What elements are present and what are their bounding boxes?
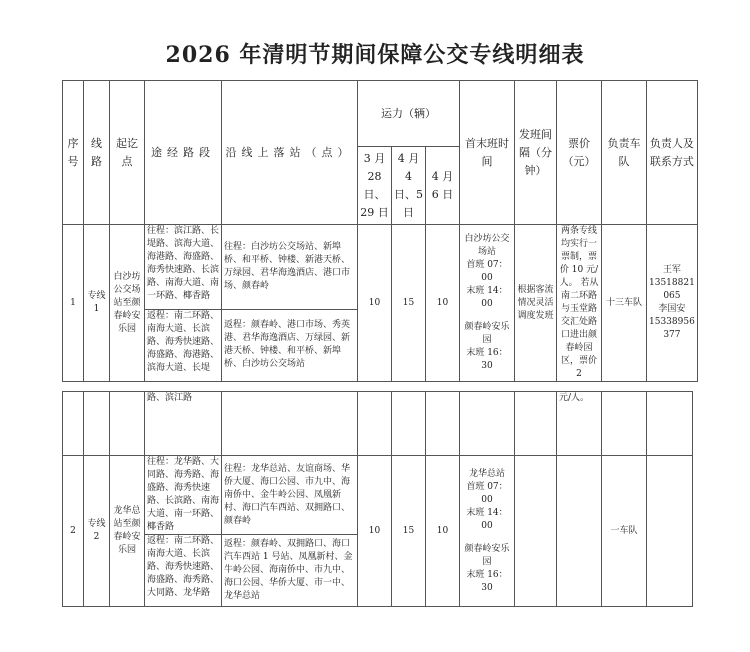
header-endpoints: 起讫点 xyxy=(110,81,145,225)
row2-route-outbound: 往程：龙华路、大同路、海秀路、海盛路、海秀快速路、长滨路、南海大道、南一环路、椰香路 xyxy=(145,456,222,535)
row1-stops-return: 返程：颜春岭、港口市场、秀英港、君华海逸酒店、万绿园、新港天桥、钟楼、和平桥、新埠桥、白沙坊公交场站 xyxy=(222,309,358,381)
header-date-1: 3 月 28 日、29 日 xyxy=(358,147,392,225)
row1-contact-phone-2b: 377 xyxy=(663,330,681,340)
row1-contact-phone-1a: 13518821 xyxy=(649,278,695,288)
row1-route-return: 返程：南二环路、南海大道、长滨路、海秀快速路、海盛路、海港路、滨海大道、长堤 xyxy=(145,309,222,381)
header-date-2: 4 月 4 日、5 日 xyxy=(392,147,426,225)
row1-terminal-b: 颜春岭安乐园 xyxy=(464,322,510,345)
row1-terminal-a: 白沙坊公交场站 xyxy=(464,234,510,257)
header-capacity: 运力（辆） xyxy=(358,81,460,147)
row2-capacity-3: 10 xyxy=(426,456,460,607)
header-date-3: 4 月 6 日 xyxy=(426,147,460,225)
row1-route-outbound: 往程：滨江路、长堤路、滨海大道、海港路、海盛路、海秀快速路、长滨路、南海大道、南一环路、椰香路 xyxy=(145,225,222,310)
row1-contact-name-1: 王军 xyxy=(662,265,681,275)
header-seq: 序号 xyxy=(63,81,84,225)
row1-contact xyxy=(647,225,698,382)
row1-contact-phone-2a: 15338956 xyxy=(649,317,695,327)
header-route: 途经路段 xyxy=(145,81,222,225)
row1-fare: 两条专线均实行一票制，票价 10 元/人。 若从南二环路与玉堂路交汇处路口进出颜春岭园区，票价 2 xyxy=(557,225,602,382)
row1-interval: 根据客流情况灵活调度发班 xyxy=(515,225,557,382)
page-title: 2026 年清明节期间保障公交专线明细表 xyxy=(165,42,585,68)
header-contact: 负责人及联系方式 xyxy=(647,81,698,225)
table-row xyxy=(63,456,693,535)
row2-first-bus: 首班 07：00 xyxy=(466,481,508,505)
row2-stops-return: 返程：颜春岭、双拥路口、海口汽车西站 1 号站、凤凰新村、金牛岭公园、海南侨中、市九中、海口公园、华侨大厦、市一中、龙华总站 xyxy=(222,535,358,607)
bus-schedule-table-page2 xyxy=(62,391,693,607)
row2-line: 专线 2 xyxy=(84,456,110,607)
row2-capacity-2: 15 xyxy=(392,456,426,607)
row2-terminal-a: 龙华总站 xyxy=(468,468,505,479)
row2-stops-outbound: 往程：龙华总站、友谊商场、华侨大厦、海口公园、市九中、海南侨中、金牛岭公园、凤凰新村、海口汽车西站、双拥路口、颜春岭 xyxy=(222,456,358,535)
row1-first-last xyxy=(460,225,515,382)
row1-endpoints: 白沙坊公交场站至颜春岭安乐园 xyxy=(110,225,145,382)
row2-terminal-b: 颜春岭安乐园 xyxy=(464,543,510,567)
row2-first-last xyxy=(460,456,515,607)
row1-contact-name-2: 李国安 xyxy=(658,304,686,314)
row1-capacity-1: 10 xyxy=(358,225,392,382)
row2-last-bus-b: 末班 16：30 xyxy=(466,569,508,593)
row2-last-bus-a: 末班 14：00 xyxy=(466,507,508,531)
header-fare: 票价（元） xyxy=(557,81,602,225)
row1-route-return-continued: 路、滨江路 xyxy=(145,392,222,456)
row2-route-return: 返程：南二环路、南海大道、长滨路、海秀快速路、海盛路、海秀路、大同路、龙华路 xyxy=(145,535,222,607)
header-stops: 沿线上落站（点） xyxy=(222,81,358,225)
row1-last-bus-a: 末班 14：00 xyxy=(466,286,508,309)
row1-line: 专线 1 xyxy=(84,225,110,382)
row1-last-bus-b: 末班 16：30 xyxy=(466,348,508,371)
header-interval: 发班间隔（分钟） xyxy=(515,81,557,225)
row1-capacity-2: 15 xyxy=(392,225,426,382)
header-line: 线路 xyxy=(84,81,110,225)
bus-schedule-table-page1 xyxy=(62,80,698,382)
header-team: 负责车队 xyxy=(602,81,647,225)
row1-fare-continued: 元/人。 xyxy=(557,392,602,456)
row1-stops-outbound: 往程：白沙坊公交场站、新埠桥、和平桥、钟楼、新港天桥、万绿园、君华海逸酒店、港口市场、颜春岭 xyxy=(222,225,358,310)
row1-team: 十三车队 xyxy=(602,225,647,382)
row1-capacity-3: 10 xyxy=(426,225,460,382)
header-first-last: 首末班时间 xyxy=(460,81,515,225)
row1-seq: 1 xyxy=(63,225,84,382)
row1-first-bus: 首班 07：00 xyxy=(466,260,508,283)
row2-endpoints: 龙华总站至颜春岭安乐园 xyxy=(110,456,145,607)
row2-capacity-1: 10 xyxy=(358,456,392,607)
row1-contact-phone-1b: 065 xyxy=(663,291,681,301)
table-row xyxy=(63,225,698,310)
row2-team: 一车队 xyxy=(602,456,647,607)
table-row xyxy=(63,392,693,456)
row2-seq: 2 xyxy=(63,456,84,607)
